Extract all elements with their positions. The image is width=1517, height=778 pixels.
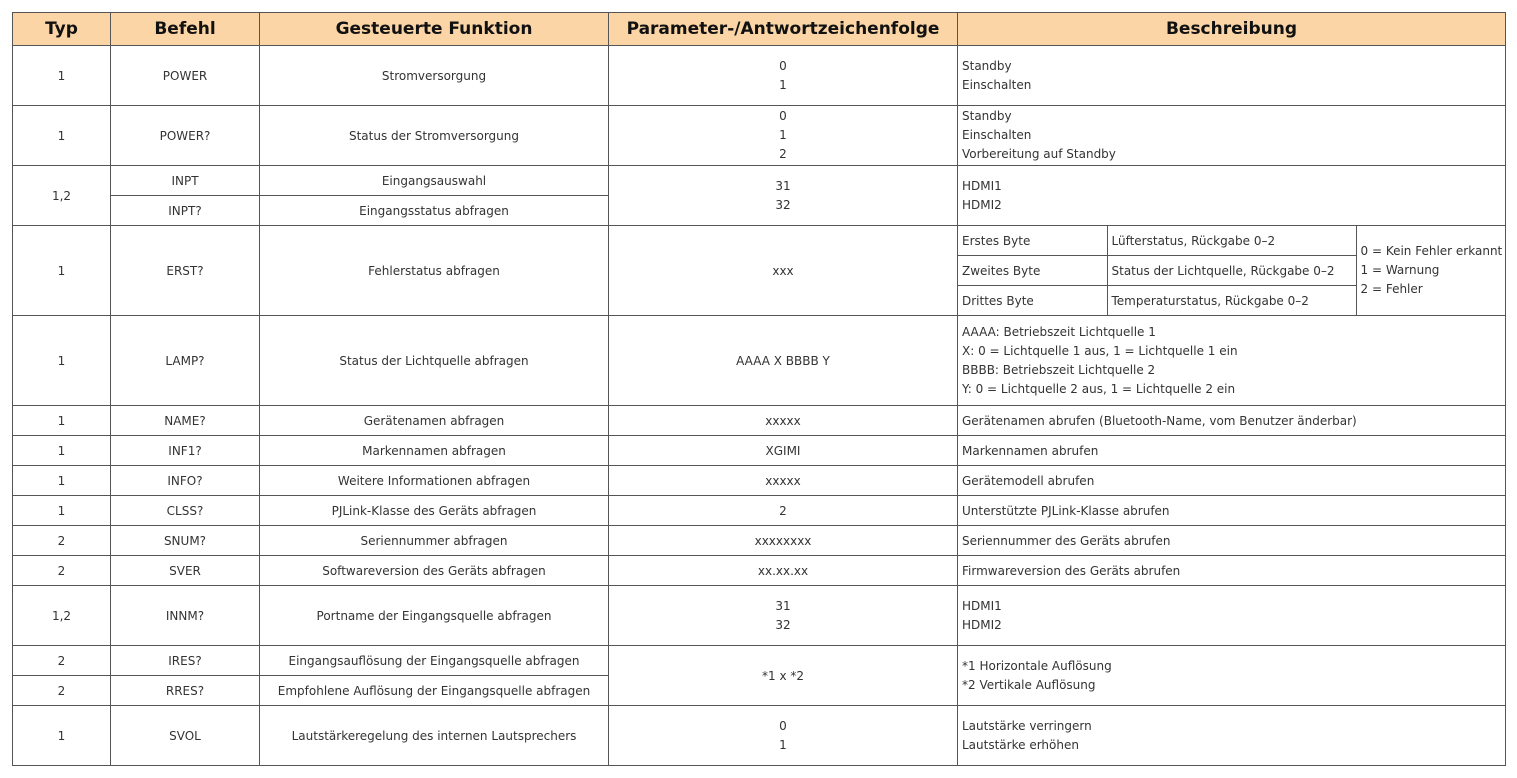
table-row: [13, 646, 1506, 676]
cell-command: IRES?: [111, 646, 260, 676]
cell-command: INF1?: [111, 436, 260, 466]
table-row: [13, 496, 1506, 526]
cell-command: LAMP?: [111, 316, 260, 406]
cell-function: Eingangsauswahl: [260, 166, 609, 196]
cell-typ: 1,2: [13, 586, 111, 646]
cell-parameter: xxxxx: [609, 466, 958, 496]
byte-name: Erstes Byte: [958, 226, 1107, 256]
cell-command: POWER: [111, 46, 260, 106]
cell-typ: 2: [13, 526, 111, 556]
cell-parameter: xxx: [609, 226, 958, 316]
cell-function: Eingangsstatus abfragen: [260, 196, 609, 226]
cell-function: Lautstärkeregelung des internen Lautsprechers: [260, 706, 609, 766]
cell-typ: 2: [13, 556, 111, 586]
cell-function: Markennamen abfragen: [260, 436, 609, 466]
byte-name: Zweites Byte: [958, 256, 1107, 286]
cell-description: Lautstärke verringern Lautstärke erhöhen: [958, 706, 1506, 766]
cell-typ: 1: [13, 466, 111, 496]
table-row: [13, 706, 1506, 766]
table-row: [13, 526, 1506, 556]
cell-description: *1 Horizontale Auflösung *2 Vertikale Auflösung: [958, 646, 1506, 706]
header-parameter: Parameter-/Antwortzeichenfolge: [609, 13, 958, 46]
table-row: [13, 556, 1506, 586]
cell-command: INNM?: [111, 586, 260, 646]
error-legend: 0 = Kein Fehler erkannt 1 = Warnung 2 = Fehler: [1360, 244, 1503, 296]
cell-parameter: AAAA X BBBB Y: [609, 316, 958, 406]
table-row: [13, 406, 1506, 436]
header-beschreibung: Beschreibung: [958, 13, 1506, 46]
cell-command: SVER: [111, 556, 260, 586]
cell-command: ERST?: [111, 226, 260, 316]
cell-description: Markennamen abrufen: [958, 436, 1506, 466]
cell-command: SNUM?: [111, 526, 260, 556]
cell-typ: 1: [13, 46, 111, 106]
cell-function: Softwareversion des Geräts abfragen: [260, 556, 609, 586]
cell-typ: 1: [13, 436, 111, 466]
cell-typ: 2: [13, 646, 111, 676]
byte-name: Drittes Byte: [958, 286, 1107, 316]
cell-command: INPT?: [111, 196, 260, 226]
table-row: [13, 166, 1506, 196]
cell-typ: 1: [13, 496, 111, 526]
cell-description: [958, 226, 1506, 316]
table-row: [13, 586, 1506, 646]
cell-description: Gerätemodell abrufen: [958, 466, 1506, 496]
cell-function: Gerätenamen abfragen: [260, 406, 609, 436]
table-row: [13, 226, 1506, 316]
cell-description: AAAA: Betriebszeit Lichtquelle 1 X: 0 = Lichtquelle 1 aus, 1 = Lichtquelle 1 ein BBBB: Betriebszeit Lichtquelle 2 Y: 0 = Lichtquelle 2 aus, 1 = Lichtquelle 2 ein: [958, 316, 1506, 406]
table-header-row: [13, 13, 1506, 46]
header-typ: Typ: [13, 13, 111, 46]
cell-command: POWER?: [111, 106, 260, 166]
cell-parameter: xxxxxxxx: [609, 526, 958, 556]
cell-function: Empfohlene Auflösung der Eingangsquelle abfragen: [260, 676, 609, 706]
table-row: [13, 466, 1506, 496]
cell-command: NAME?: [111, 406, 260, 436]
cell-parameter: xx.xx.xx: [609, 556, 958, 586]
cell-function: Stromversorgung: [260, 46, 609, 106]
cell-function: Status der Lichtquelle abfragen: [260, 316, 609, 406]
cell-typ: 1,2: [13, 166, 111, 226]
cell-typ: 1: [13, 226, 111, 316]
cell-parameter: XGIMI: [609, 436, 958, 466]
cell-function: Seriennummer abfragen: [260, 526, 609, 556]
cell-parameter: *1 x *2: [609, 646, 958, 706]
cell-command: INFO?: [111, 466, 260, 496]
cell-typ: 2: [13, 676, 111, 706]
cell-description: Firmwareversion des Geräts abrufen: [958, 556, 1506, 586]
header-befehl: Befehl: [111, 13, 260, 46]
cell-parameter: 0 1: [609, 706, 958, 766]
cell-function: Fehlerstatus abfragen: [260, 226, 609, 316]
cell-typ: 1: [13, 106, 111, 166]
cell-description: HDMI1 HDMI2: [958, 586, 1506, 646]
cell-description: Standby Einschalten: [958, 46, 1506, 106]
cell-command: INPT: [111, 166, 260, 196]
cell-function: Portname der Eingangsquelle abfragen: [260, 586, 609, 646]
cell-command: RRES?: [111, 676, 260, 706]
cell-description: HDMI1 HDMI2: [958, 166, 1506, 226]
cell-description: Standby Einschalten Vorbereitung auf Standby: [958, 106, 1506, 166]
cell-function: Weitere Informationen abfragen: [260, 466, 609, 496]
cell-description: Unterstützte PJLink-Klasse abrufen: [958, 496, 1506, 526]
byte-info: Temperaturstatus, Rückgabe 0–2: [1107, 286, 1356, 316]
cell-command: SVOL: [111, 706, 260, 766]
cell-parameter: 31 32: [609, 166, 958, 226]
table-row: [13, 106, 1506, 166]
cell-description: Gerätenamen abrufen (Bluetooth-Name, vom Benutzer änderbar): [958, 406, 1506, 436]
cell-parameter: xxxxx: [609, 406, 958, 436]
cell-function: Eingangsauflösung der Eingangsquelle abfragen: [260, 646, 609, 676]
error-byte-table: [958, 226, 1505, 315]
pjlink-command-table: [12, 12, 1506, 766]
cell-typ: 1: [13, 406, 111, 436]
cell-parameter: 0 1: [609, 46, 958, 106]
cell-typ: 1: [13, 316, 111, 406]
header-funktion: Gesteuerte Funktion: [260, 13, 609, 46]
cell-function: PJLink-Klasse des Geräts abfragen: [260, 496, 609, 526]
cell-parameter: 0 1 2: [609, 106, 958, 166]
byte-info: Status der Lichtquelle, Rückgabe 0–2: [1107, 256, 1356, 286]
cell-parameter: 2: [609, 496, 958, 526]
table-row: [13, 316, 1506, 406]
cell-description: Seriennummer des Geräts abrufen: [958, 526, 1506, 556]
byte-info: Lüfterstatus, Rückgabe 0–2: [1107, 226, 1356, 256]
cell-parameter: 31 32: [609, 586, 958, 646]
cell-function: Status der Stromversorgung: [260, 106, 609, 166]
cell-command: CLSS?: [111, 496, 260, 526]
table-row: [13, 46, 1506, 106]
cell-typ: 1: [13, 706, 111, 766]
table-row: [13, 436, 1506, 466]
